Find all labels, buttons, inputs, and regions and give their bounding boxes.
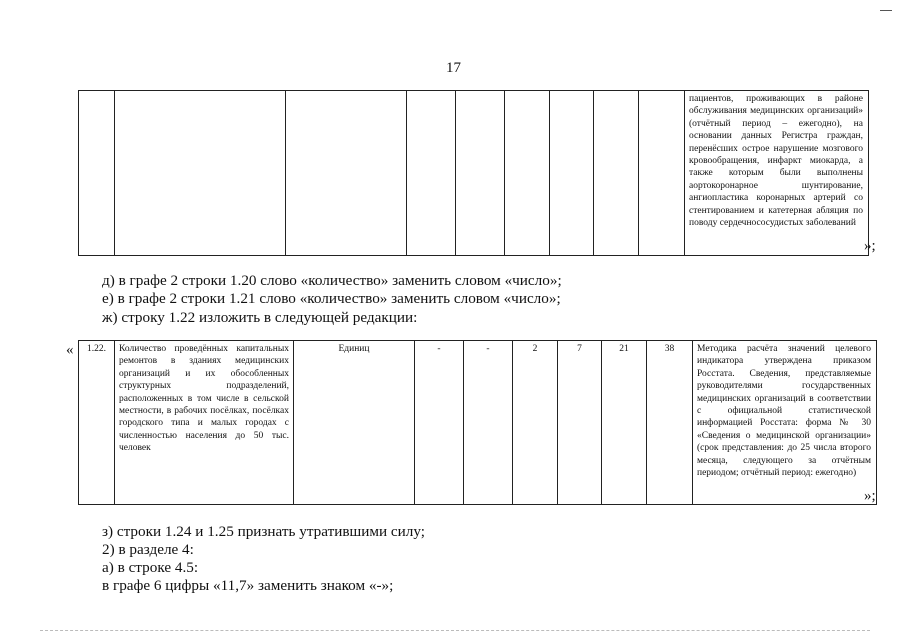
paragraph-z: з) строки 1.24 и 1.25 признать утратившими силу; bbox=[102, 523, 425, 540]
table-cell bbox=[286, 91, 407, 256]
opening-quote: « bbox=[66, 342, 74, 358]
table-cell bbox=[456, 91, 505, 256]
page-number: 17 bbox=[446, 60, 461, 76]
table-cell bbox=[550, 91, 594, 256]
paragraph-section-4: 2) в разделе 4: bbox=[102, 541, 194, 558]
paragraph-zh: ж) строку 1.22 изложить в следующей редакции: bbox=[102, 309, 418, 326]
edge-mark bbox=[880, 10, 892, 11]
table-cell bbox=[79, 91, 115, 256]
table-cell bbox=[594, 91, 639, 256]
table-continuation bbox=[78, 90, 869, 256]
table-cell bbox=[505, 91, 550, 256]
value-col4: - bbox=[415, 341, 464, 505]
table-row-1-22 bbox=[78, 340, 877, 505]
method-cell: Методика расчёта значений целевого индикатора утверждена приказом Росстата. Сведения, представляемые руководителями государственных медицинских организаций в соответствии с официальной статистической информацией Росстата: форма № 30 «Сведения о медицинской организации» (срок представления: до 25 числа второго месяца, следующего за отчётным периодом; отчётный период: ежегодно) bbox=[693, 341, 877, 505]
paragraph-d: д) в графе 2 строки 1.20 слово «количество» заменить словом «число»; bbox=[102, 272, 562, 289]
indicator-name: Количество проведённых капитальных ремонтов в зданиях медицинских организаций и их обособленных структурных подразделений, расположенных в том числе в сельской местности, в рабочих посёлках, посёлках городского типа и малых городах с численностью населения до 50 тыс. человек bbox=[115, 341, 294, 505]
value-col5: - bbox=[464, 341, 513, 505]
value-col6: 2 bbox=[513, 341, 558, 505]
value-col7: 7 bbox=[558, 341, 602, 505]
table-cell bbox=[115, 91, 286, 256]
paragraph-column-6: в графе 6 цифры «11,7» заменить знаком «-»; bbox=[102, 577, 394, 594]
table-cell bbox=[639, 91, 685, 256]
table-cell bbox=[407, 91, 456, 256]
value-col9: 38 bbox=[647, 341, 693, 505]
closing-quote: »; bbox=[864, 238, 876, 254]
paragraph-e: е) в графе 2 строки 1.21 слово «количество» заменить словом «число»; bbox=[102, 290, 561, 307]
closing-quote: »; bbox=[864, 488, 876, 504]
method-cell: пациентов, проживающих в районе обслуживания медицинских организаций» (отчётный период – ежегодно), на основании данных Регистра граждан, перенёсших острое нарушение мозгового кровообращения, инфаркт миокарда, а также которым были выполнены аортокоронарное шунтирование, ангиопластика коронарных артерий со стентированием и катетерная абляция по поводу сердечнососудистых заболеваний bbox=[685, 91, 869, 256]
row-number: 1.22. bbox=[79, 341, 115, 505]
value-col8: 21 bbox=[602, 341, 647, 505]
unit: Единиц bbox=[294, 341, 415, 505]
paragraph-row-4-5: а) в строке 4.5: bbox=[102, 559, 199, 576]
scan-artifact-line bbox=[40, 630, 870, 632]
